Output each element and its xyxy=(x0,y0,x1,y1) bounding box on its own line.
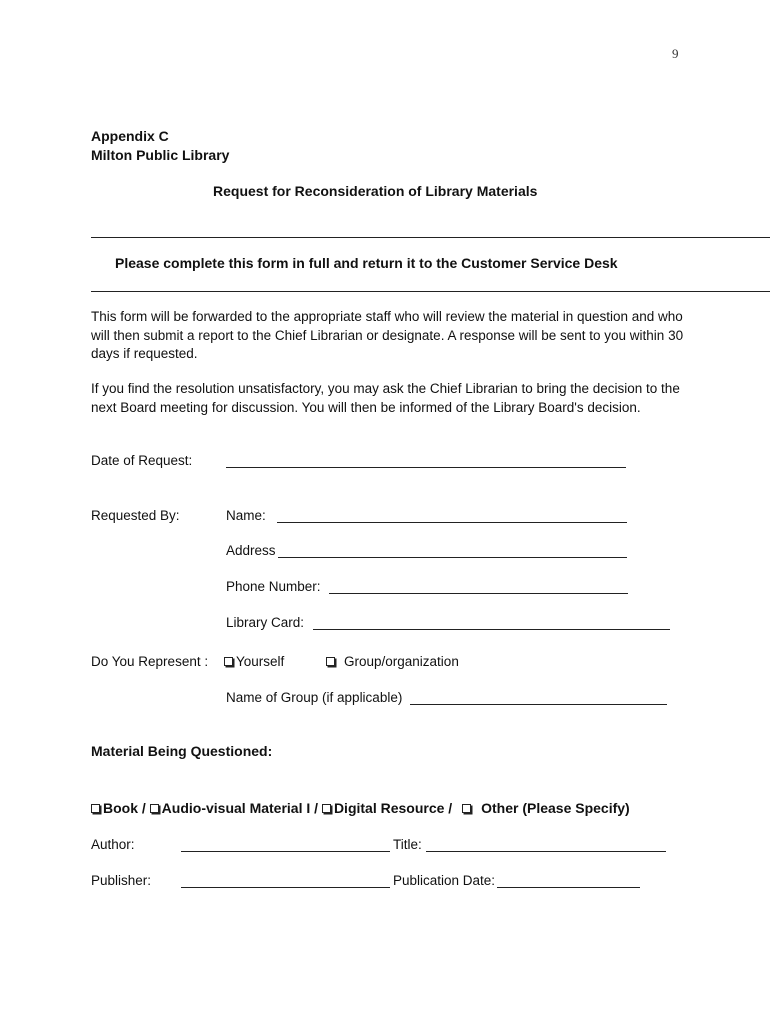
group-label: Group/organization xyxy=(344,654,459,669)
yourself-label: Yourself xyxy=(236,654,285,669)
yourself-option[interactable] xyxy=(224,654,284,669)
publisher-label: Publisher: xyxy=(91,873,152,888)
author-field[interactable] xyxy=(181,851,390,852)
yourself-checkbox[interactable] xyxy=(224,657,233,666)
book-label: Book / xyxy=(103,800,146,816)
requested-by-label: Requested By: xyxy=(91,508,180,523)
title-field[interactable] xyxy=(426,851,666,852)
material-type-options xyxy=(91,800,630,816)
address-field[interactable] xyxy=(278,557,627,558)
material-heading: Material Being Questioned: xyxy=(91,743,273,759)
appendix-label: Appendix C xyxy=(91,128,169,144)
title-label: Title: xyxy=(393,837,422,852)
publisher-field[interactable] xyxy=(181,887,390,888)
divider-top xyxy=(91,237,770,238)
instruction-text: Please complete this form in full and return it to the Customer Service Desk xyxy=(115,255,618,271)
av-option[interactable] xyxy=(150,800,318,816)
divider-bottom xyxy=(91,291,770,292)
publication-date-field[interactable] xyxy=(497,887,640,888)
form-title: Request for Reconsideration of Library Materials xyxy=(213,183,538,199)
group-name-label: Name of Group (if applicable) xyxy=(226,690,403,705)
digital-label: Digital Resource / xyxy=(333,800,453,816)
digital-option[interactable] xyxy=(322,800,452,816)
represent-label: Do You Represent : xyxy=(91,654,209,669)
author-label: Author: xyxy=(91,837,135,852)
book-checkbox[interactable] xyxy=(91,804,100,813)
address-label: Address xyxy=(226,543,276,558)
library-card-field[interactable] xyxy=(313,629,670,630)
page-number: 9 xyxy=(672,46,679,61)
other-label: Other (Please Specify) xyxy=(481,800,630,816)
intro-paragraph: This form will be forwarded to the appropriate staff who will review the material in question and who will then submit a report to the Chief Librarian or designate. A response will be sent to you within 30 days if requested. xyxy=(91,309,684,361)
av-checkbox[interactable] xyxy=(150,804,159,813)
av-label: Audio-visual Material I / xyxy=(161,800,319,816)
phone-label: Phone Number: xyxy=(226,579,321,594)
group-name-field[interactable] xyxy=(410,704,667,705)
publication-date-label: Publication Date: xyxy=(393,873,496,888)
other-option[interactable] xyxy=(462,800,630,816)
library-card-label: Library Card: xyxy=(226,615,305,630)
name-label: Name: xyxy=(226,508,266,523)
library-name: Milton Public Library xyxy=(91,147,230,163)
group-option[interactable] xyxy=(326,654,459,669)
digital-checkbox[interactable] xyxy=(322,804,331,813)
date-of-request-label: Date of Request: xyxy=(91,453,193,468)
date-of-request-field[interactable] xyxy=(226,467,626,468)
name-field[interactable] xyxy=(277,522,627,523)
book-option[interactable] xyxy=(91,800,146,816)
group-checkbox[interactable] xyxy=(326,657,335,666)
phone-field[interactable] xyxy=(329,593,628,594)
other-checkbox[interactable] xyxy=(462,804,471,813)
resolution-paragraph: If you find the resolution unsatisfactory, you may ask the Chief Librarian to bring the decision to the next Board meeting for discussion. You will then be informed of the Library Board's decision. xyxy=(91,381,680,415)
